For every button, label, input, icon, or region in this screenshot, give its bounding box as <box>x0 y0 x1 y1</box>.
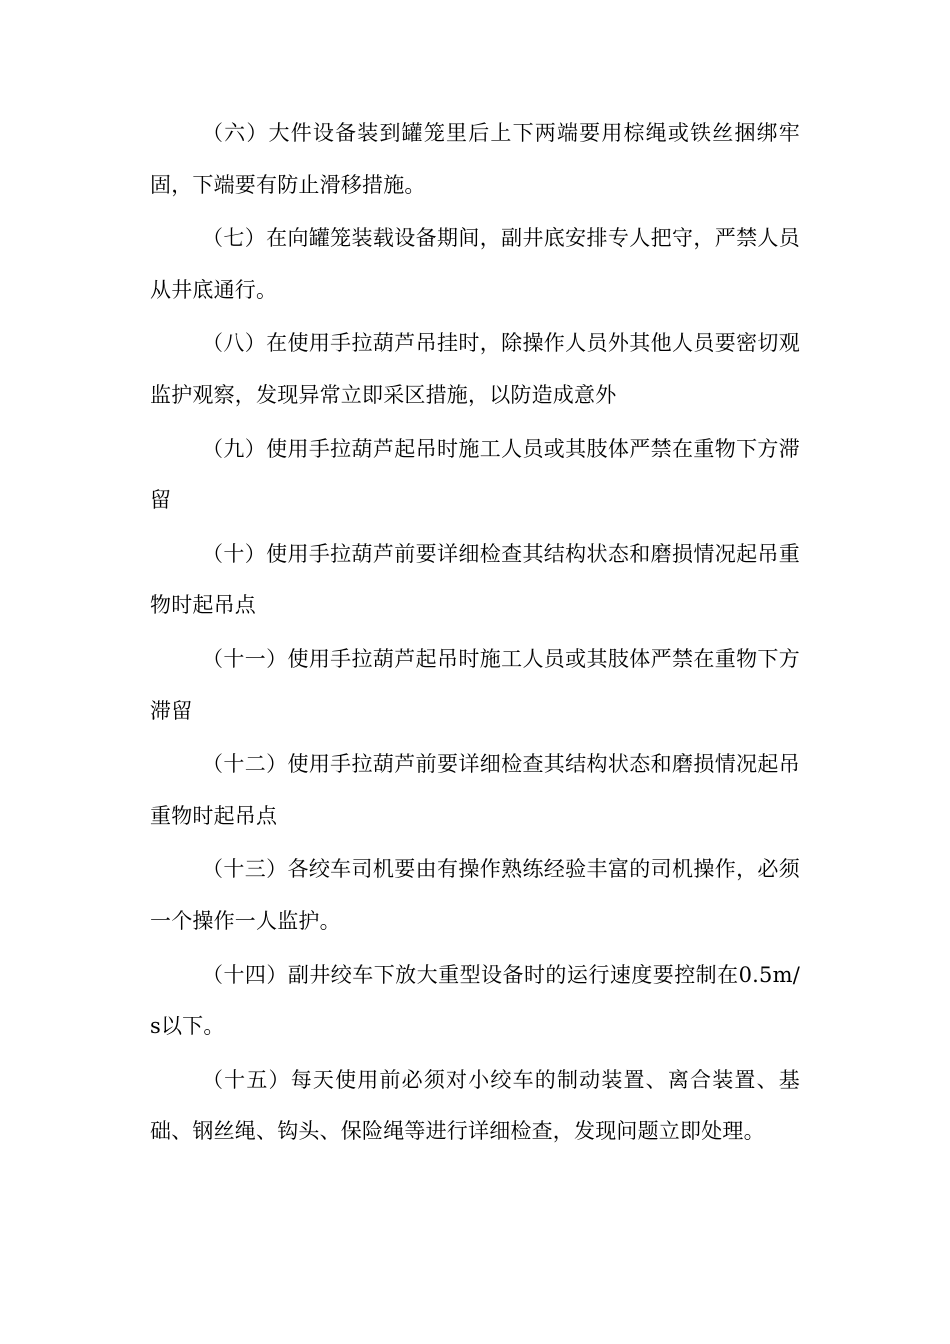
paragraph-10: （十）使用手拉葫芦前要详细检查其结构状态和磨损情况起吊重物时起吊点 <box>150 541 800 618</box>
document-body <box>150 108 800 1160</box>
paragraph-9: （九）使用手拉葫芦起吊时施工人员或其肢体严禁在重物下方滞留 <box>150 436 800 513</box>
paragraph-8: （八）在使用手拉葫芦吊挂时，除操作人员外其他人员要密切观监护观察，发现异常立即采区措施，以防造成意外 <box>150 331 800 407</box>
paragraph-15: （十五）每天使用前必须对小绞车的制动装置、离合装置、基础、钢丝绳、钩头、保险绳等进行详细检查，发现问题立即处理。 <box>150 1067 800 1144</box>
paragraph-13: （十三）各绞车司机要由有操作熟练经验丰富的司机操作，必须一个操作一人监护。 <box>150 857 800 933</box>
paragraph-11: （十一）使用手拉葫芦起吊时施工人员或其肢体严禁在重物下方滞留 <box>150 646 800 723</box>
paragraph-6: （六）大件设备装到罐笼里后上下两端要用棕绳或铁丝捆绑牢固，下端要有防止滑移措施。 <box>150 121 800 197</box>
paragraph-7: （七）在向罐笼装载设备期间，副井底安排专人把守，严禁人员从井底通行。 <box>150 226 800 302</box>
paragraph-14: （十四）副井绞车下放大重型设备时的运行速度要控制在0.5m/s以下。 <box>150 962 800 1039</box>
paragraph-12: （十二）使用手拉葫芦前要详细检查其结构状态和磨损情况起吊重物时起吊点 <box>150 752 800 828</box>
